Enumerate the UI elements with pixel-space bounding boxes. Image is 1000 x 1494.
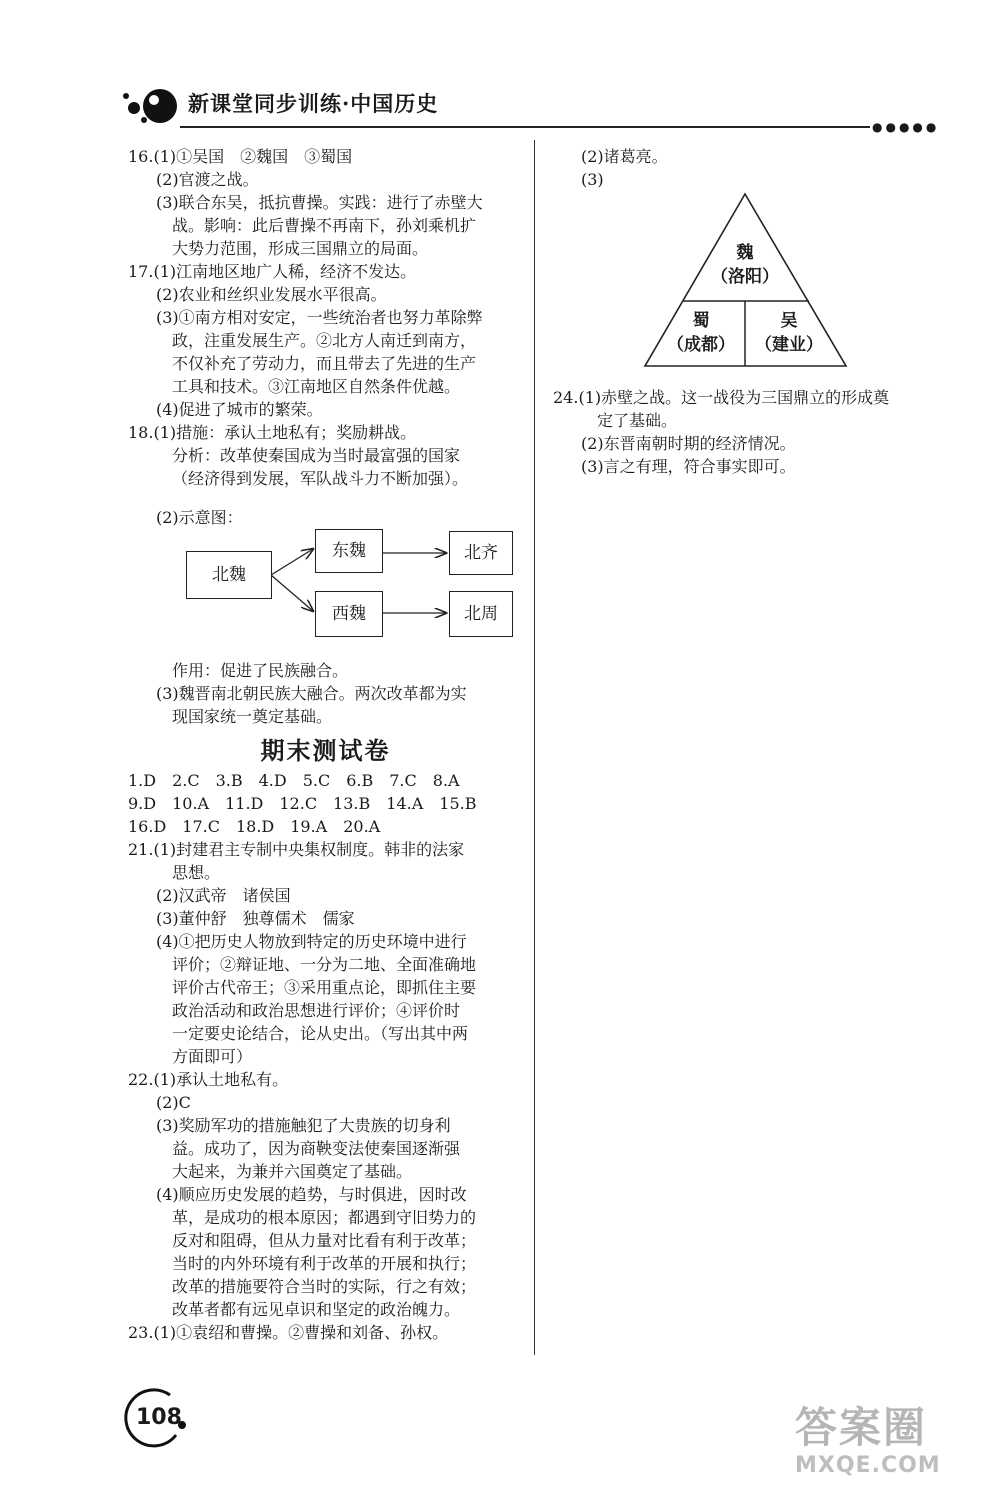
- capital-jianye: （建业）: [755, 335, 823, 355]
- dynasty-split-diagram: [128, 529, 523, 659]
- answer-line: (3)言之有理，符合事实即可。: [581, 457, 796, 476]
- answer-line: 21.(1)封建君主专制中央集权制度。韩非的法家: [128, 840, 465, 859]
- kingdom-wei: 魏: [736, 243, 754, 263]
- answer-line: 政治活动和政治思想进行评价；④评价时: [172, 1001, 461, 1020]
- answer-line: 方面即可）: [172, 1047, 253, 1066]
- answer-line: 评价；②辩证地、一分为二地、全面准确地: [172, 955, 477, 974]
- answer-line: 不仅补充了劳动力，而且带去了先进的生产: [172, 354, 477, 373]
- answer-line: 现国家统一奠定基础。: [172, 707, 333, 726]
- answer-line: (3)魏晋南北朝民族大融合。两次改革都为实: [156, 684, 467, 703]
- answer-line: 定了基础。: [597, 411, 678, 430]
- answer-line: 22.(1)承认土地私有。: [128, 1070, 289, 1089]
- answer-line: (4)顺应历史发展的趋势，与时俱进，因时改: [156, 1185, 467, 1204]
- answer-line: 大起来，为兼并六国奠定了基础。: [172, 1162, 413, 1181]
- answer-line: 革，是成功的根本原因；都遇到守旧势力的: [172, 1208, 477, 1227]
- answer-line: 9.D 10.A 11.D 12.C 13.B 14.A 15.B: [128, 794, 477, 813]
- answer-line: 改革者都有远见卓识和坚定的政治魄力。: [172, 1300, 461, 1319]
- answer-line: 23.(1)①袁绍和曹操。②曹操和刘备、孙权。: [128, 1323, 449, 1342]
- answer-line: 战。影响：此后曹操不再南下，孙刘乘机扩: [172, 216, 477, 235]
- answer-line: 当时的内外环境有利于改革的开展和执行；: [172, 1254, 477, 1273]
- three-kingdoms-triangle-diagram: [553, 191, 953, 386]
- answer-line: 1.D 2.C 3.B 4.D 5.C 6.B 7.C 8.A: [128, 771, 460, 790]
- answer-line: 16.D 17.C 18.D 19.A 20.A: [128, 817, 381, 836]
- page-header: [120, 82, 980, 132]
- answer-line: 17.(1)江南地区地广人稀，经济不发达。: [128, 262, 417, 281]
- answer-line: (3)董仲舒 独尊儒术 儒家: [156, 909, 355, 928]
- answer-line: 24.(1)赤壁之战。这一战役为三国鼎立的形成奠: [553, 388, 890, 407]
- triangle-left-cell: [661, 309, 741, 357]
- flow-box-northern-zhou: 北周: [449, 591, 513, 637]
- answer-line: (4)促进了城市的繁荣。: [156, 400, 323, 419]
- answer-line: 思想。: [172, 863, 221, 882]
- answer-line: (2)农业和丝织业发展水平很高。: [156, 285, 387, 304]
- flow-box-northern-qi: 北齐: [449, 531, 513, 575]
- question-16: [128, 145, 523, 260]
- flow-box-northern-wei: 北魏: [186, 551, 272, 599]
- flow-box-western-wei: 西魏: [315, 591, 383, 637]
- question-21: [128, 838, 523, 1068]
- flow-box-eastern-wei: 东魏: [315, 529, 383, 573]
- left-column: [128, 145, 523, 1344]
- watermark-text: 答案圈: [795, 1403, 928, 1452]
- watermark-url: MXQE.COM: [795, 1453, 941, 1478]
- kingdom-shu: 蜀: [692, 311, 710, 331]
- site-watermark: [785, 1395, 990, 1490]
- triangle-right-cell: [749, 309, 829, 357]
- capital-luoyang: （洛阳）: [711, 267, 779, 287]
- answer-line: 分析：改革使秦国成为当时最富强的国家: [172, 446, 461, 465]
- question-22: [128, 1068, 523, 1321]
- answer-line: (3): [581, 170, 604, 189]
- answer-line: (2)诸葛亮。: [581, 147, 668, 166]
- right-column: [553, 145, 953, 478]
- header-dots: ●●●●●: [872, 120, 940, 134]
- answer-line: 改革的措施要符合当时的实际，行之有效；: [172, 1277, 477, 1296]
- kingdom-wu: 吴: [780, 311, 798, 331]
- triangle-top-cell: [705, 241, 785, 289]
- answer-line: 政，注重发展生产。②北方人南迁到南方，: [172, 331, 477, 350]
- answer-line: (2)东晋南朝时期的经济情况。: [581, 434, 796, 453]
- question-18: [128, 421, 523, 728]
- answer-line: (2)官渡之战。: [156, 170, 259, 189]
- answer-line: (2)汉武帝 诸侯国: [156, 886, 291, 905]
- section-title: 期末测试卷: [260, 737, 391, 765]
- answer-line: (3)联合东吴，抵抗曹操。实践：进行了赤壁大: [156, 193, 483, 212]
- answer-line: 16.(1)①吴国 ②魏国 ③蜀国: [128, 147, 353, 166]
- multiple-choice-answers: [128, 769, 523, 838]
- answer-line: 反对和阻碍，但从力量对比看有利于改革；: [172, 1231, 477, 1250]
- answer-line: 工具和技术。③江南地区自然条件优越。: [172, 377, 461, 396]
- answer-line: (4)①把历史人物放到特定的历史环境中进行: [156, 932, 467, 951]
- book-series-logo-icon: [120, 86, 180, 126]
- question-17: [128, 260, 523, 421]
- column-divider: [534, 140, 535, 1355]
- answer-line: (3)奖励军功的措施触犯了大贵族的切身利: [156, 1116, 451, 1135]
- question-23: [128, 1321, 523, 1344]
- question-24: [553, 386, 953, 478]
- answer-line: （经济得到发展，军队战斗力不断加强）。: [172, 469, 469, 488]
- answer-line: (2)C: [156, 1093, 191, 1112]
- answer-line: (2)示意图：: [156, 508, 243, 527]
- capital-chengdu: （成都）: [667, 335, 735, 355]
- answer-line: 益。成功了，因为商鞅变法使秦国逐渐强: [172, 1139, 461, 1158]
- header-rule: [180, 126, 870, 128]
- answer-line: 一定要史论结合，论从史出。（写出其中两: [172, 1024, 469, 1043]
- answer-line: 18.(1)措施：承认土地私有；奖励耕战。: [128, 423, 417, 442]
- page-number: 108: [136, 1405, 182, 1430]
- answer-line: 大势力范围，形成三国鼎立的局面。: [172, 239, 429, 258]
- answer-line: 作用：促进了民族融合。: [172, 661, 349, 680]
- book-title: 新课堂同步训练·中国历史: [188, 91, 439, 116]
- answer-line: 评价古代帝王；③采用重点论，即抓住主要: [172, 978, 477, 997]
- answer-line: (3)①南方相对安定，一些统治者也努力革除弊: [156, 308, 483, 327]
